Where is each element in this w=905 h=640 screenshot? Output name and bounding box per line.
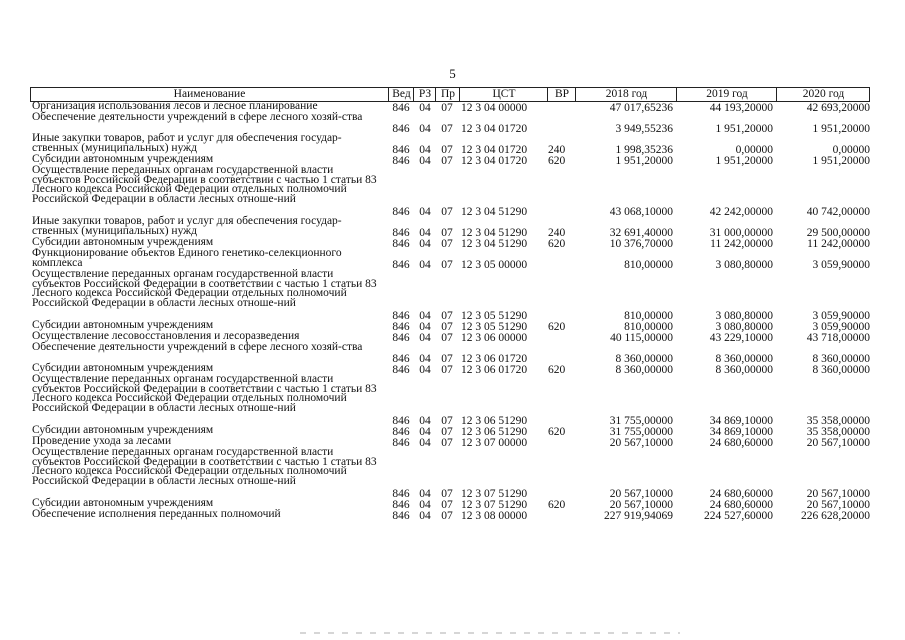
row-pr: 07 (441, 437, 453, 449)
row-cst: 12 3 06 51290 (461, 426, 528, 438)
row-vr: 620 (548, 155, 566, 167)
row-rz: 04 (419, 321, 431, 333)
row-pr: 07 (441, 488, 453, 500)
table-row (30, 113, 870, 134)
row-2020: 43 718,00000 (806, 332, 870, 344)
row-2019: 8 360,00000 (715, 364, 773, 376)
row-2019: 1 951,20000 (715, 155, 773, 167)
header-2020: 2020 год (776, 88, 870, 101)
row-name: Осуществление переданных органам государственной власти субъектов Российской Федерации в соответствии с частью 1 статьи 83 Лесного кодекса Российской Федерации отдельных полномочий Российской Федерации в области лесных отноше-ний (32, 164, 377, 205)
row-rz: 04 (419, 364, 431, 376)
row-ved: 846 (392, 364, 410, 376)
row-2020: 29 500,00000 (806, 227, 870, 239)
row-2019: 34 869,10000 (709, 426, 773, 438)
row-2018: 1 998,35236 (615, 144, 673, 156)
table-row (30, 217, 870, 238)
header-vr: ВР (547, 88, 576, 101)
row-cst: 12 3 06 00000 (461, 332, 528, 344)
row-ved: 846 (392, 510, 410, 522)
row-pr: 07 (441, 123, 453, 135)
row-name: Осуществление лесовосстановления и лесоразведения (32, 330, 300, 342)
row-2020: 42 693,20000 (806, 102, 870, 114)
row-name: Обеспечение исполнения переданных полномочий (32, 508, 281, 520)
row-2020: 1 951,20000 (812, 123, 870, 135)
row-2020: 20 567,10000 (806, 499, 870, 511)
row-2018: 3 949,55236 (615, 123, 673, 135)
row-cst: 12 3 05 51290 (461, 321, 528, 333)
row-2020: 8 360,00000 (812, 353, 870, 365)
row-ved: 846 (392, 332, 410, 344)
row-rz: 04 (419, 437, 431, 449)
row-cst: 12 3 04 00000 (461, 102, 528, 114)
row-cst: 12 3 07 00000 (461, 437, 528, 449)
row-cst: 12 3 07 51290 (461, 488, 528, 500)
row-2019: 11 242,00000 (710, 238, 773, 250)
row-vr: 240 (548, 227, 566, 239)
row-ved: 846 (392, 259, 410, 271)
row-pr: 07 (441, 310, 453, 322)
row-pr: 07 (441, 353, 453, 365)
row-2018: 43 068,10000 (609, 206, 673, 218)
row-ved: 846 (392, 123, 410, 135)
row-cst: 12 3 04 51290 (461, 206, 528, 218)
row-2020: 3 059,90000 (812, 310, 870, 322)
row-rz: 04 (419, 499, 431, 511)
row-name: Осуществление переданных органам государственной власти субъектов Российской Федерации в соответствии с частью 1 статьи 83 Лесного кодекса Российской Федерации отдельных полномочий Российской Федерации в области лесных отноше-ний (32, 446, 377, 487)
row-cst: 12 3 06 01720 (461, 353, 528, 365)
row-2019: 42 242,00000 (709, 206, 773, 218)
row-ved: 846 (392, 310, 410, 322)
row-cst: 12 3 06 51290 (461, 415, 528, 427)
row-name: Осуществление переданных органам государственной власти субъектов Российской Федерации в соответствии с частью 1 статьи 83 Лесного кодекса Российской Федерации отдельных полномочий Российской Федерации в области лесных отноше-ний (32, 268, 377, 309)
row-vr: 620 (548, 321, 566, 333)
header-cst: ЦСТ (459, 88, 548, 101)
row-2019: 34 869,10000 (709, 415, 773, 427)
header-ved: Вед (388, 88, 414, 101)
header-pr: Пр (435, 88, 460, 101)
table-row (30, 166, 870, 217)
row-2018: 1 951,20000 (615, 155, 673, 167)
row-2020: 226 628,20000 (801, 510, 870, 522)
row-2020: 40 742,00000 (806, 206, 870, 218)
row-name: Субсидии автономным учреждениям (32, 319, 214, 331)
row-rz: 04 (419, 123, 431, 135)
row-rz: 04 (419, 332, 431, 344)
row-cst: 12 3 04 51290 (461, 238, 528, 250)
row-rz: 04 (419, 155, 431, 167)
row-name: Осуществление переданных органам государственной власти субъектов Российской Федерации в соответствии с частью 1 статьи 83 Лесного кодекса Российской Федерации отдельных полномочий Российской Федерации в области лесных отноше-ний (32, 373, 377, 414)
row-cst: 12 3 04 01720 (461, 123, 528, 135)
row-rz: 04 (419, 353, 431, 365)
row-pr: 07 (441, 259, 453, 271)
table-row (30, 249, 870, 270)
row-2019: 0,00000 (735, 144, 773, 156)
row-rz: 04 (419, 238, 431, 250)
table-row (30, 510, 870, 521)
row-ved: 846 (392, 437, 410, 449)
row-2018: 40 115,00000 (610, 332, 673, 344)
row-2020: 3 059,90000 (812, 259, 870, 271)
row-pr: 07 (441, 206, 453, 218)
row-2020: 35 358,00000 (806, 415, 870, 427)
row-rz: 04 (419, 206, 431, 218)
row-name: Субсидии автономным учреждениям (32, 236, 214, 248)
row-rz: 04 (419, 426, 431, 438)
row-2020: 20 567,10000 (806, 488, 870, 500)
row-2018: 20 567,10000 (609, 437, 673, 449)
row-2020: 0,00000 (832, 144, 870, 156)
row-cst: 12 3 08 00000 (461, 510, 528, 522)
table-body (30, 102, 870, 521)
row-2018: 20 567,10000 (609, 488, 673, 500)
row-2018: 8 360,00000 (615, 353, 673, 365)
row-2018: 810,00000 (624, 310, 673, 322)
row-name: Проведение ухода за лесами (32, 435, 172, 447)
row-cst: 12 3 04 01720 (461, 144, 528, 156)
page-number: 5 (449, 66, 456, 81)
row-name: Иные закупки товаров, работ и услуг для обеспечения государ-ственных (муниципальных) нужд (32, 215, 342, 237)
row-name: Иные закупки товаров, работ и услуг для обеспечения государ-ственных (муниципальных) нужд (32, 132, 342, 154)
row-ved: 846 (392, 488, 410, 500)
row-rz: 04 (419, 415, 431, 427)
row-pr: 07 (441, 144, 453, 156)
table-row (30, 343, 870, 364)
row-pr: 07 (441, 364, 453, 376)
row-cst: 12 3 05 51290 (461, 310, 528, 322)
row-2019: 44 193,20000 (709, 102, 773, 114)
row-name: Обеспечение деятельности учреждений в сфере лесного хозяй-ства (32, 111, 363, 123)
row-2018: 10 376,70000 (609, 238, 673, 250)
row-pr: 07 (441, 510, 453, 522)
row-pr: 07 (441, 227, 453, 239)
row-vr: 620 (548, 426, 566, 438)
table-row (30, 134, 870, 155)
row-2019: 31 000,00000 (709, 227, 773, 239)
row-ved: 846 (392, 155, 410, 167)
row-pr: 07 (441, 332, 453, 344)
row-2019: 3 080,80000 (715, 321, 773, 333)
row-2019: 43 229,10000 (709, 332, 773, 344)
row-rz: 04 (419, 102, 431, 114)
row-2018: 8 360,00000 (615, 364, 673, 376)
row-ved: 846 (392, 321, 410, 333)
row-cst: 12 3 06 01720 (461, 364, 528, 376)
header-rz: РЗ (413, 88, 436, 101)
table-row (30, 375, 870, 426)
row-2018: 810,00000 (624, 321, 673, 333)
row-2018: 31 755,00000 (609, 415, 673, 427)
header-name: Наименование (173, 88, 246, 100)
row-2018: 810,00000 (624, 259, 673, 271)
row-2020: 1 951,20000 (812, 155, 870, 167)
row-pr: 07 (441, 321, 453, 333)
row-ved: 846 (392, 415, 410, 427)
row-cst: 12 3 05 00000 (461, 259, 528, 271)
row-rz: 04 (419, 488, 431, 500)
row-2020: 20 567,10000 (806, 437, 870, 449)
row-name: Субсидии автономным учреждениям (32, 424, 214, 436)
row-ved: 846 (392, 227, 410, 239)
row-pr: 07 (441, 426, 453, 438)
row-ved: 846 (392, 102, 410, 114)
scan-artifact (300, 632, 680, 634)
row-2019: 8 360,00000 (715, 353, 773, 365)
row-2018: 32 691,40000 (609, 227, 673, 239)
row-ved: 846 (392, 144, 410, 156)
row-vr: 240 (548, 144, 566, 156)
row-pr: 07 (441, 238, 453, 250)
row-vr: 620 (548, 238, 566, 250)
row-cst: 12 3 04 01720 (461, 155, 528, 167)
row-pr: 07 (441, 155, 453, 167)
row-ved: 846 (392, 238, 410, 250)
row-2019: 3 080,80000 (715, 310, 773, 322)
row-ved: 846 (392, 499, 410, 511)
row-2018: 47 017,65236 (609, 102, 673, 114)
row-2020: 8 360,00000 (812, 364, 870, 376)
header-2019: 2019 год (676, 88, 777, 101)
row-rz: 04 (419, 259, 431, 271)
row-ved: 846 (392, 426, 410, 438)
row-ved: 846 (392, 206, 410, 218)
row-2018: 31 755,00000 (609, 426, 673, 438)
row-2019: 224 527,60000 (704, 510, 773, 522)
row-cst: 12 3 04 51290 (461, 227, 528, 239)
budget-table (30, 87, 870, 521)
row-vr: 620 (548, 499, 566, 511)
row-2020: 35 358,00000 (806, 426, 870, 438)
row-2019: 3 080,80000 (715, 259, 773, 271)
row-name: Субсидии автономным учреждениям (32, 153, 214, 165)
header-2018: 2018 год (575, 88, 677, 101)
row-name: Субсидии автономным учреждениям (32, 362, 214, 374)
row-pr: 07 (441, 102, 453, 114)
row-name: Субсидии автономным учреждениям (32, 497, 214, 509)
row-rz: 04 (419, 144, 431, 156)
row-2019: 1 951,20000 (715, 123, 773, 135)
row-2019: 24 680,60000 (709, 488, 773, 500)
row-vr: 620 (548, 364, 566, 376)
table-row (30, 270, 870, 321)
row-pr: 07 (441, 499, 453, 511)
row-ved: 846 (392, 353, 410, 365)
row-pr: 07 (441, 415, 453, 427)
row-2020: 3 059,90000 (812, 321, 870, 333)
row-name: Обеспечение деятельности учреждений в сфере лесного хозяй-ства (32, 341, 363, 353)
row-2019: 24 680,60000 (709, 437, 773, 449)
row-name: Организация использования лесов и лесное планирование (32, 100, 318, 112)
row-rz: 04 (419, 227, 431, 239)
row-2019: 24 680,60000 (709, 499, 773, 511)
row-rz: 04 (419, 510, 431, 522)
row-cst: 12 3 07 51290 (461, 499, 528, 511)
row-2018: 20 567,10000 (609, 499, 673, 511)
row-rz: 04 (419, 310, 431, 322)
row-2020: 11 242,00000 (807, 238, 870, 250)
table-row (30, 448, 870, 499)
row-2018: 227 919,94069 (604, 510, 673, 522)
row-name: Функционирование объектов Единого генетико-селекционного комплекса (32, 247, 342, 269)
